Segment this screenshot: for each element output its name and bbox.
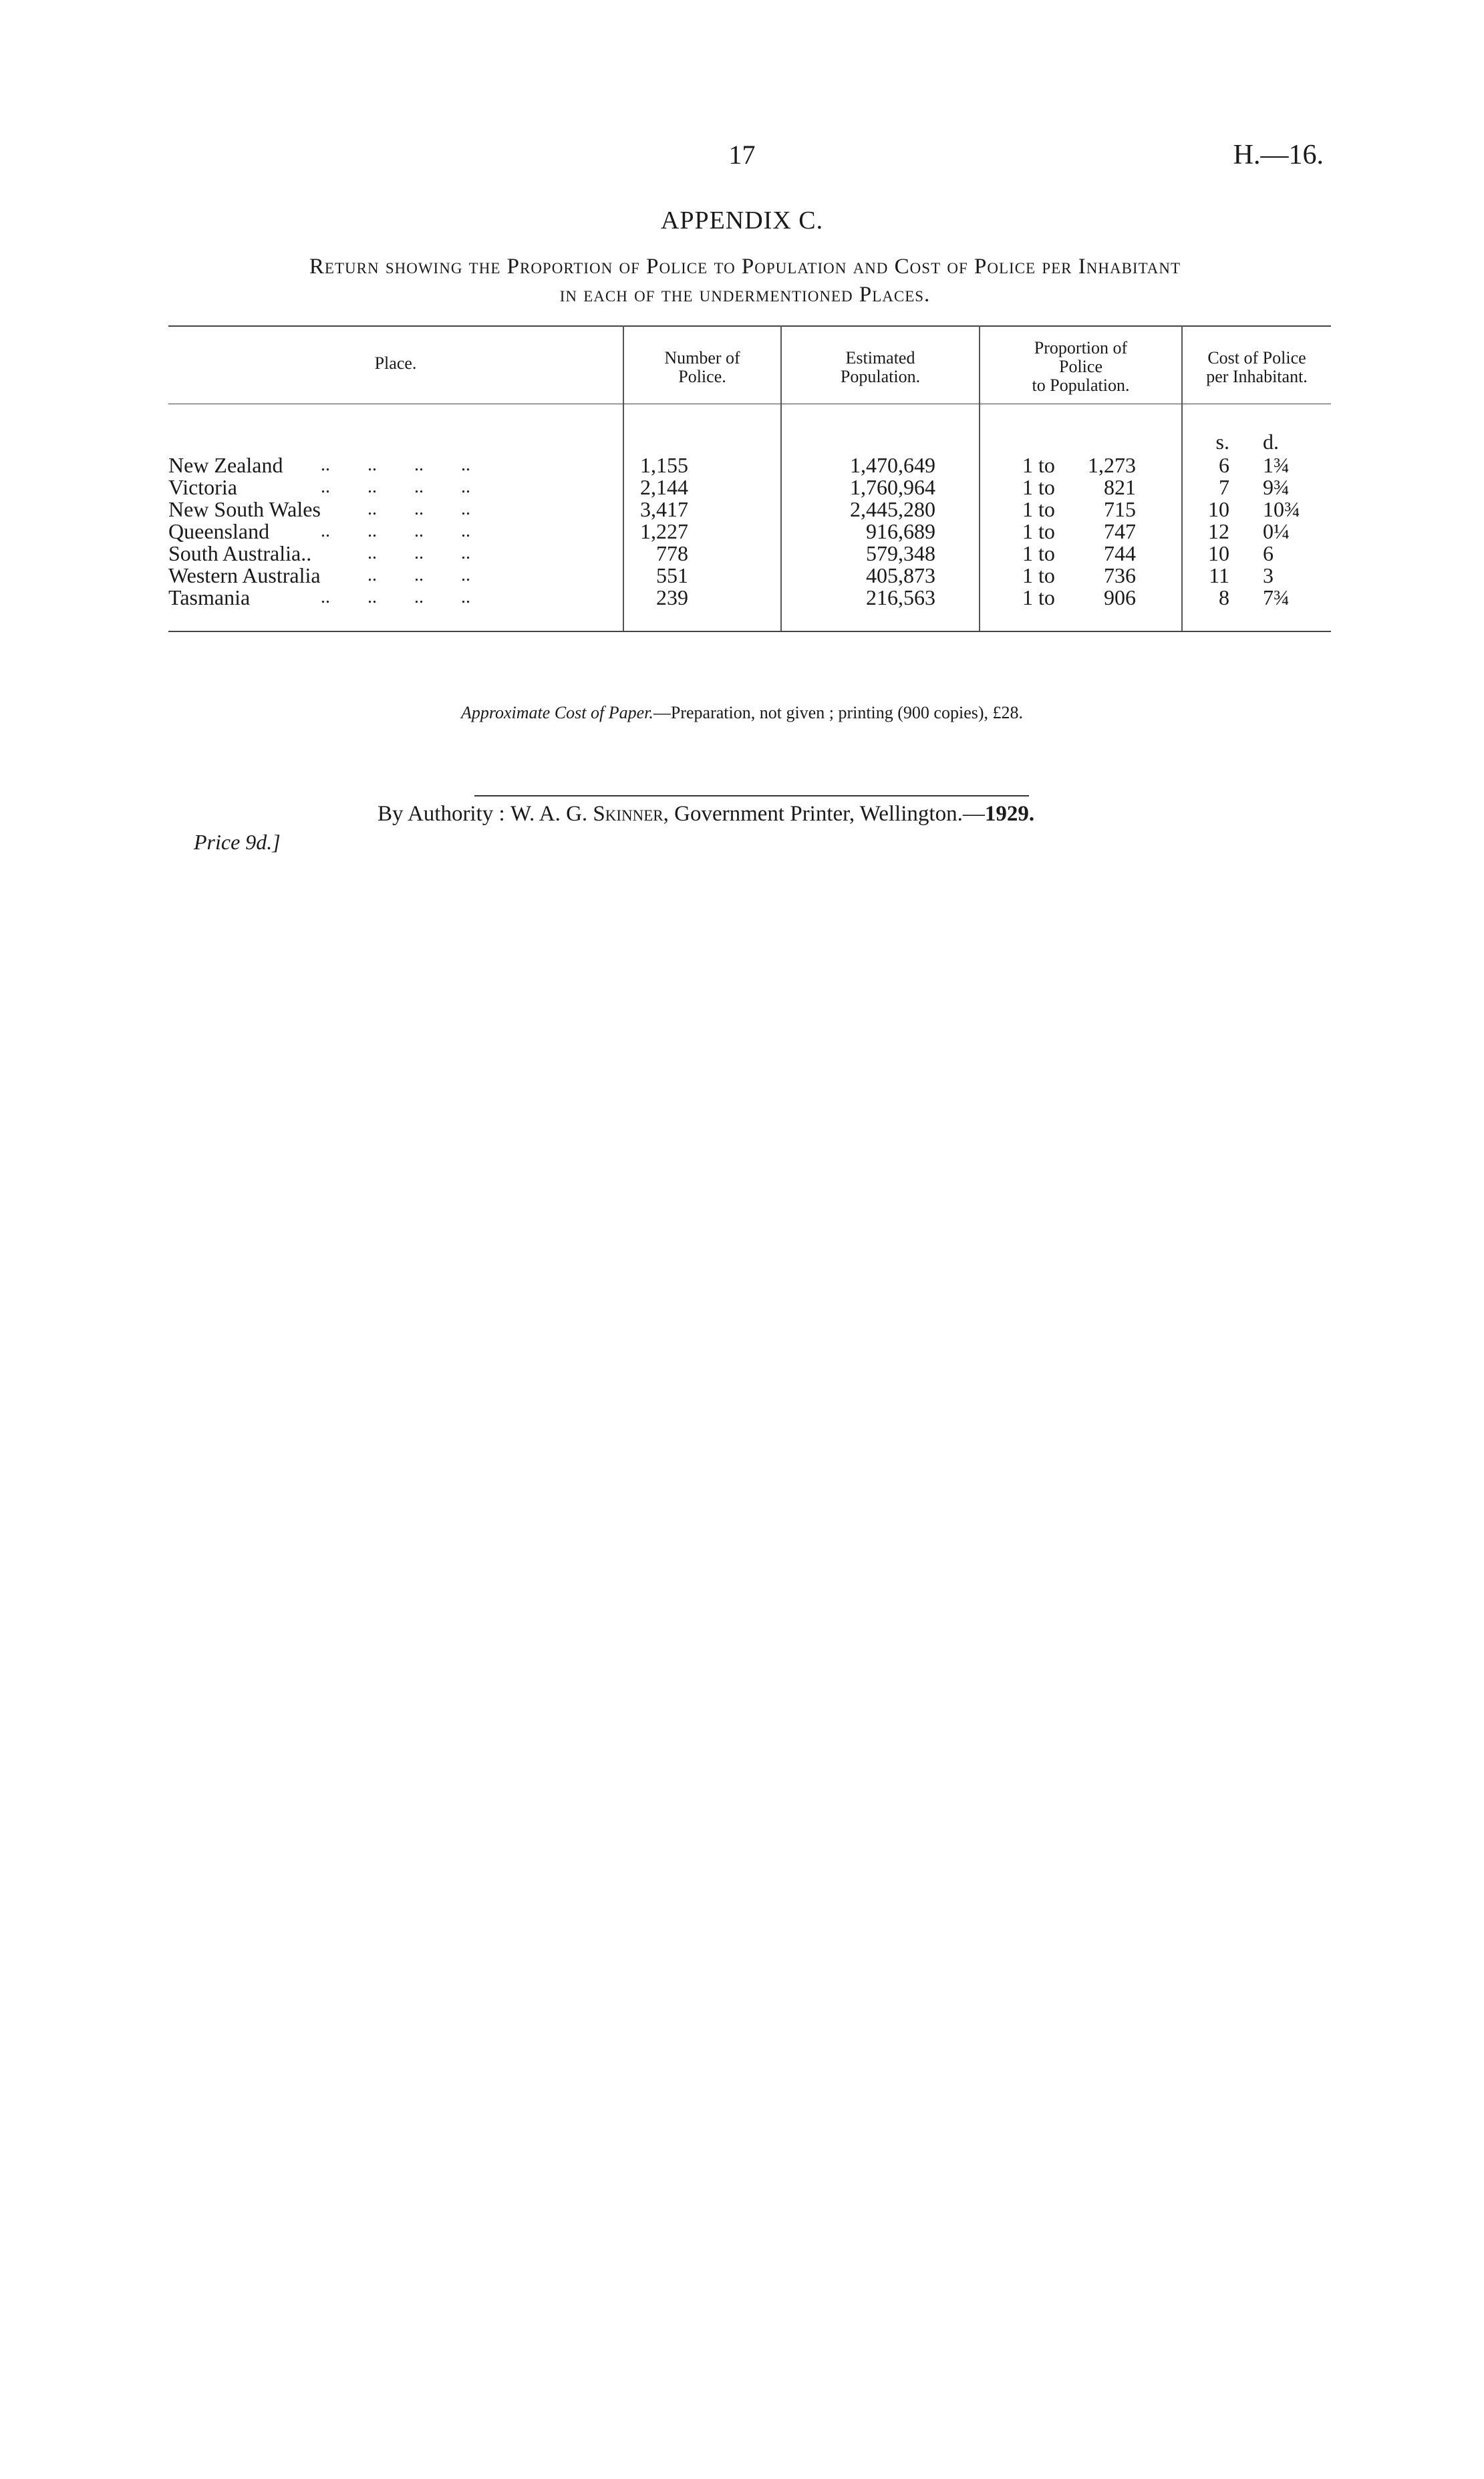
population: 405,873 [866, 563, 935, 587]
cost-pence: 10¾ [1263, 497, 1300, 521]
proportion-prefix: 1 to [1022, 563, 1055, 587]
header-cost-line: per Inhabitant. [1206, 367, 1308, 386]
unit-pence: d. [1263, 430, 1279, 454]
proportion-value: 821 [1104, 475, 1136, 499]
return-title-line-2: in each of the undermentioned Places. [559, 283, 931, 307]
place-name: New South Wales [168, 497, 321, 521]
cost-pence: 1¾ [1263, 453, 1290, 477]
cost-shillings: 10 [1208, 541, 1229, 565]
population: 216,563 [866, 585, 935, 609]
dot-leaders: .. .. .. .. [321, 454, 470, 475]
proportion-value: 736 [1104, 563, 1136, 587]
cost-note-text: —Preparation, not given ; printing (900 copies), £28. [653, 703, 1024, 722]
population: 2,445,280 [850, 497, 935, 521]
printer-name: W. A. G. Skinner [510, 802, 663, 826]
return-title [167, 253, 1323, 309]
cost-shillings: 12 [1208, 519, 1229, 543]
population: 1,760,964 [850, 475, 935, 499]
header-place: Place. [374, 353, 417, 373]
dot-leaders: .. .. .. .. [321, 476, 470, 497]
appendix-title: APPENDIX C. [660, 206, 824, 235]
header-police-line: Police. [678, 367, 726, 386]
authority-prefix: By Authority : [378, 802, 510, 826]
proportion-value: 906 [1104, 585, 1136, 609]
header-police [624, 349, 780, 386]
proportion-prefix: 1 to [1022, 585, 1055, 609]
place-name: Queensland [168, 519, 270, 543]
page-number: 17 [728, 140, 756, 170]
header-proportion-line: Police [1059, 357, 1102, 376]
header-police-line: Number of [664, 348, 740, 368]
document-reference: H.—16. [1233, 140, 1324, 170]
dot-leaders: .. .. .. [321, 565, 470, 585]
table-top-rule [168, 325, 1331, 327]
place-name: Victoria [168, 475, 237, 499]
place-name: Tasmania [168, 585, 251, 609]
police-count: 2,144 [640, 475, 688, 499]
cost-of-paper-note [0, 703, 1484, 723]
population: 1,470,649 [850, 453, 935, 477]
header-proportion [980, 339, 1181, 395]
place-name: Western Australia [168, 563, 321, 587]
cost-shillings: 7 [1219, 475, 1229, 499]
police-count: 1,227 [640, 519, 688, 543]
cost-pence: 9¾ [1263, 475, 1290, 499]
header-population-line: Population. [840, 367, 921, 386]
population: 916,689 [866, 519, 935, 543]
place-name: South Australia.. [168, 541, 312, 565]
cost-shillings: 10 [1208, 497, 1229, 521]
proportion-value: 744 [1104, 541, 1136, 565]
cost-shillings: 6 [1219, 453, 1229, 477]
police-count: 551 [656, 563, 688, 587]
cost-note-label: Approximate Cost of Paper. [460, 703, 653, 722]
proportion-value: 715 [1104, 497, 1136, 521]
proportion-prefix: 1 to [1022, 541, 1055, 565]
publication-year: 1929. [984, 802, 1035, 826]
authority-line [378, 802, 1146, 827]
proportion-prefix: 1 to [1022, 497, 1055, 521]
proportion-prefix: 1 to [1022, 453, 1055, 477]
cost-shillings: 8 [1219, 585, 1229, 609]
header-proportion-line: Proportion of [1034, 338, 1128, 357]
police-count: 239 [656, 585, 688, 609]
police-count: 3,417 [640, 497, 688, 521]
cost-pence: 6 [1263, 541, 1274, 565]
header-population-line: Estimated [845, 348, 915, 368]
header-cost [1183, 349, 1331, 386]
proportion-prefix: 1 to [1022, 519, 1055, 543]
place-name: New Zealand [168, 453, 283, 477]
header-population [782, 349, 979, 386]
dot-leaders: .. .. .. .. [321, 521, 470, 541]
cost-shillings: 11 [1209, 563, 1229, 587]
dot-leaders: .. .. .. [321, 543, 470, 563]
price: Price 9d.] [194, 830, 281, 854]
cost-pence: 7¾ [1263, 585, 1290, 609]
cost-pence: 0¼ [1263, 519, 1290, 543]
table-bottom-rule [168, 631, 1331, 632]
population: 579,348 [866, 541, 935, 565]
return-title-line-1: Return showing the Proportion of Police to Population and Cost of Police per Inhabitant [309, 255, 1181, 279]
unit-shillings: s. [1215, 430, 1229, 454]
proportion-value: 1,273 [1088, 453, 1136, 477]
cost-pence: 3 [1263, 563, 1274, 587]
dot-leaders: .. .. .. .. [321, 587, 470, 607]
dot-leaders: .. .. .. [321, 498, 470, 519]
authority-middle: , Government Printer, Wellington.— [663, 802, 985, 826]
police-count: 1,155 [640, 453, 688, 477]
proportion-prefix: 1 to [1022, 475, 1055, 499]
header-proportion-line: to Population. [1032, 376, 1130, 395]
police-count: 778 [656, 541, 688, 565]
proportion-value: 747 [1104, 519, 1136, 543]
header-cost-line: Cost of Police [1207, 348, 1306, 368]
authority-rule [474, 795, 1029, 796]
